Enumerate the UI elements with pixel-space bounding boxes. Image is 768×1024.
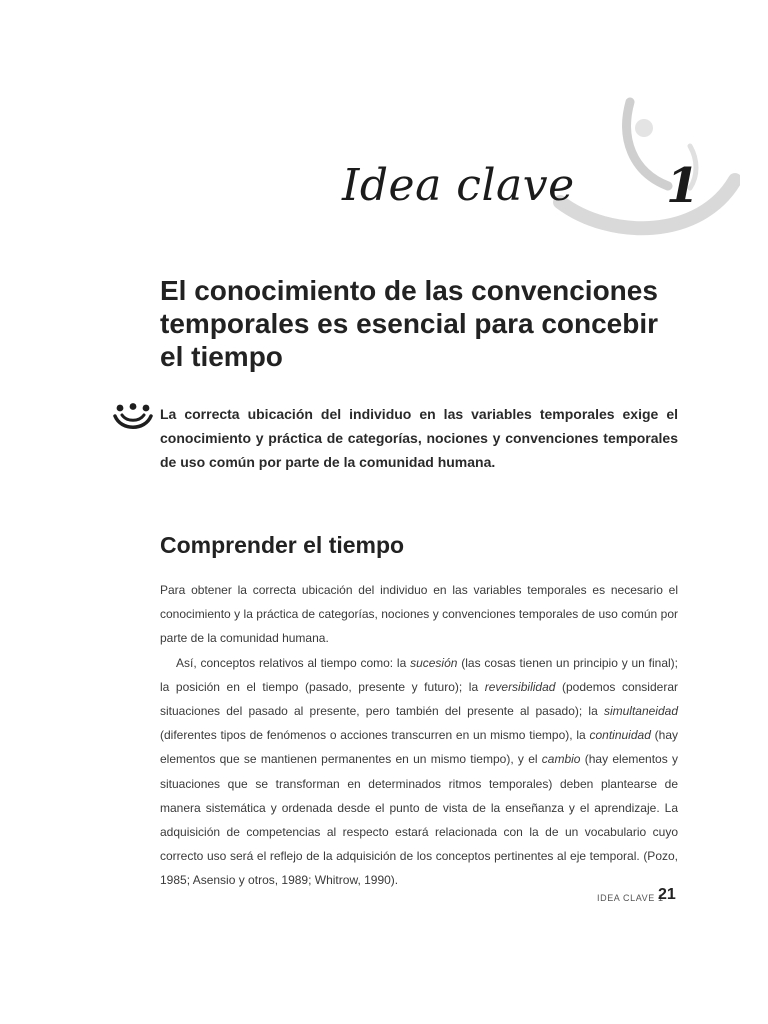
paragraph-1: Para obtener la correcta ubicación del individuo en las variables temporales es necesario el conocimiento y la práctica de categorías, nociones y convenciones temporales de uso común por parte de la comunidad humana. [160,583,678,646]
key-idea-icon [112,402,154,434]
footer-label: IDEA CLAVE 1 [597,893,664,903]
page-number: 21 [658,886,676,903]
body-text [160,578,678,893]
key-idea-summary: La correcta ubicación del individuo en las variables temporales exige el conocimiento y práctica de categorías, nociones y convenciones temporales de uso común por parte de la comunidad humana. [160,406,678,470]
term-simultaneidad: simultaneidad [603,704,678,719]
term-reversibilidad: reversibilidad [484,679,556,694]
term-cambio: cambio [541,752,581,767]
chapter-number: 1 [666,158,700,214]
term-continuidad: continuidad [589,728,651,743]
paragraph-2: Así, conceptos relativos al tiempo como: la sucesión (las cosas tienen un principio y un final); la posición en el tiempo (pasado, presente y futuro); la reversibilidad (podemos considerar situaciones del pasado al presente, pero también del presente al pasado); la simultaneidad (diferentes tipos de fenómenos o acciones transcurren en un mismo tiempo), la continuidad (hay elementos que se mantienen permanentes en un mismo tiempo), y el cambio (hay elementos y situaciones que se transforman en determinados ritmos temporales) deben plantearse de manera sistemática y ordenada desde el punto de vista de la enseñanza y el aprendizaje. La adquisición de competencias al respecto estará relacionada con la de un vocabulario cuyo correcto uso será el reflejo de la adquisición de los conceptos pertinentes al eje temporal. (Pozo, 1985; Asensio y otros, 1989; Whitrow, 1990). [160,655,678,888]
chapter-title: Idea clave [342,160,575,211]
section-heading: Comprender el tiempo [160,532,405,558]
term-sucesion: sucesión [410,655,458,670]
main-heading: El conocimiento de las convenciones temporales es esencial para concebir el tiempo [160,275,659,372]
